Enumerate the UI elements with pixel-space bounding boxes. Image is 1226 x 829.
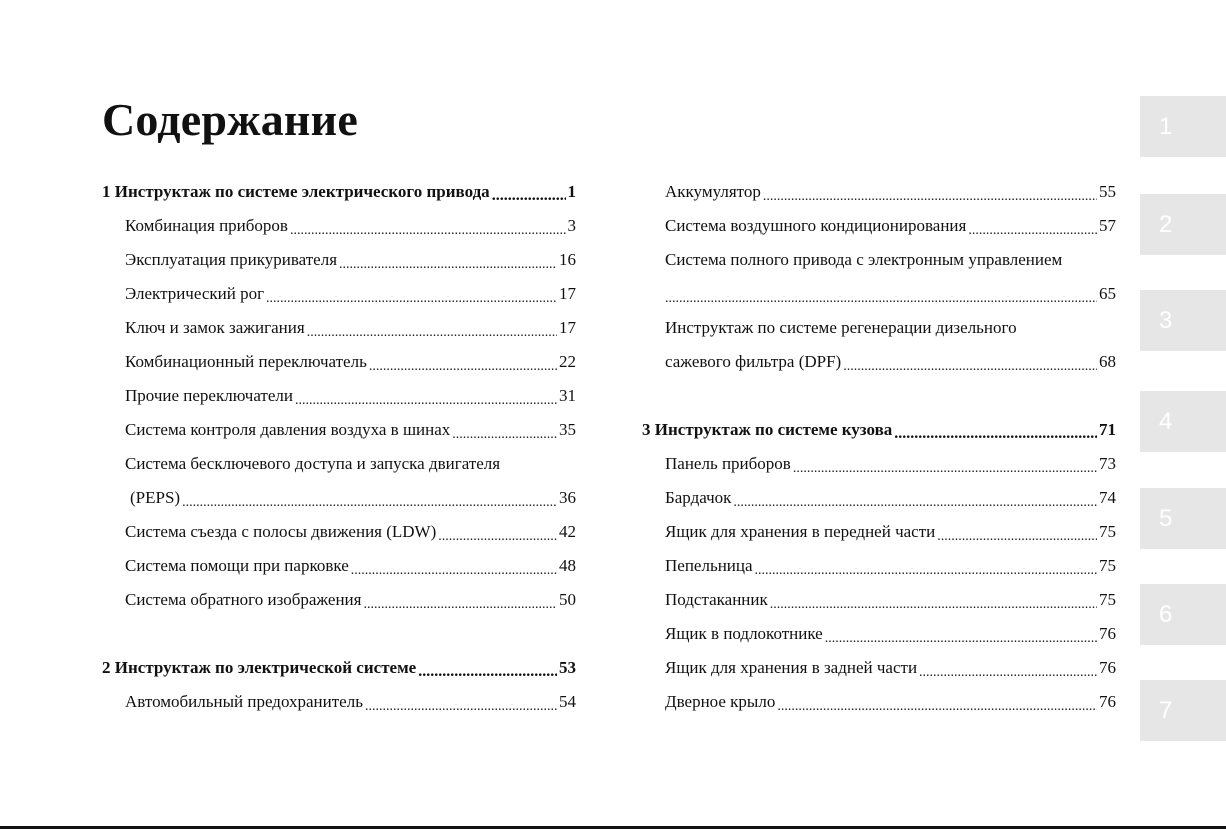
toc-page-number: 54 [559, 692, 576, 711]
toc-page-number: 53 [559, 658, 576, 677]
toc-entry-text: Комбинационный переключатель [125, 352, 367, 371]
dot-leader [307, 322, 557, 340]
toc-page-number: 68 [1099, 352, 1116, 371]
dot-leader [777, 696, 1097, 714]
toc-entry-text: Бардачок [665, 488, 732, 507]
dot-leader [452, 424, 557, 442]
toc-entry-text: Аккумулятор [665, 182, 761, 201]
toc-section-entry-line1[interactable] [102, 447, 576, 481]
toc-section-entry[interactable] [642, 345, 1116, 379]
toc-entry-text: Ключ и замок зажигания [125, 318, 305, 337]
chapter-tab-label: 7 [1159, 696, 1173, 724]
dot-leader [492, 186, 566, 204]
dot-leader [290, 220, 566, 238]
toc-page-number: 76 [1099, 658, 1116, 677]
toc-section-entry[interactable] [642, 447, 1116, 481]
toc-section-entry-line1[interactable] [642, 311, 1116, 345]
dot-leader [182, 492, 557, 510]
toc-entry-text: Эксплуатация прикуривателя [125, 250, 338, 269]
toc-section-entry[interactable] [102, 685, 576, 719]
toc-section-entry-line2[interactable] [642, 277, 1116, 311]
dot-leader [339, 254, 557, 272]
dot-leader [919, 662, 1097, 680]
toc-page-number: 17 [559, 318, 576, 337]
chapter-tab-1[interactable] [1140, 96, 1226, 157]
toc-page-number: 31 [559, 386, 576, 405]
dot-leader [418, 662, 557, 680]
dot-leader [755, 560, 1097, 578]
toc-entry-text: Электрический рог [125, 284, 265, 303]
chapter-tab-label: 6 [1159, 600, 1173, 628]
toc-entry-text: Дверное крыло [665, 692, 776, 711]
dot-leader [295, 390, 557, 408]
chapter-tab-6[interactable] [1140, 584, 1226, 645]
toc-entry-text: Система контроля давления воздуха в шинах [125, 420, 451, 439]
dot-leader [363, 594, 557, 612]
toc-section-entry[interactable] [102, 413, 576, 447]
toc-page-number: 17 [559, 284, 576, 303]
chapter-tab-7[interactable] [1140, 680, 1226, 741]
toc-entry-text: 3 Инструктаж по системе кузова [642, 420, 893, 439]
toc-page-number: 1 [567, 182, 576, 201]
dot-leader [365, 696, 557, 714]
toc-entry-text: Инструктаж по системе регенерации дизельного [665, 318, 1017, 337]
toc-section-entry[interactable] [102, 209, 576, 243]
toc-entry-text: 1 Инструктаж по системе электрического привода [102, 182, 490, 201]
toc-section-entry[interactable] [102, 549, 576, 583]
toc-section-entry[interactable] [642, 549, 1116, 583]
toc-page-number: 76 [1099, 624, 1116, 643]
toc-entry-text: сажевого фильтра (DPF) [665, 352, 842, 371]
toc-section-entry[interactable] [102, 515, 576, 549]
toc-page-number: 57 [1099, 216, 1116, 235]
dot-leader [894, 424, 1097, 442]
toc-chapter-entry[interactable] [642, 413, 1116, 447]
chapter-tab-label: 2 [1159, 210, 1173, 238]
toc-page-number: 48 [559, 556, 576, 575]
toc-section-entry[interactable] [642, 515, 1116, 549]
toc-section-entry[interactable] [642, 481, 1116, 515]
dot-leader [968, 220, 1097, 238]
dot-leader [351, 560, 557, 578]
dot-leader [937, 526, 1097, 544]
toc-entry-text: Ящик для хранения в передней части [665, 522, 936, 541]
toc-entry-text: Автомобильный предохранитель [125, 692, 363, 711]
chapter-tab-5[interactable] [1140, 488, 1226, 549]
toc-page-number: 35 [559, 420, 576, 439]
dot-leader [825, 628, 1097, 646]
dot-leader [665, 288, 1097, 306]
toc-column-right [642, 175, 1116, 719]
chapter-tab-label: 3 [1159, 306, 1173, 334]
toc-page-number: 42 [559, 522, 576, 541]
dot-leader [266, 288, 557, 306]
toc-section-entry[interactable] [102, 345, 576, 379]
dot-leader [369, 356, 557, 374]
toc-page-number: 3 [567, 216, 576, 235]
toc-page-number: 74 [1099, 488, 1116, 507]
toc-entry-text: Подстаканник [665, 590, 768, 609]
toc-section-entry[interactable] [102, 379, 576, 413]
toc-page-number: 76 [1099, 692, 1116, 711]
toc-section-entry[interactable] [642, 651, 1116, 685]
toc-page-number: 75 [1099, 590, 1116, 609]
toc-page-number: 55 [1099, 182, 1116, 201]
toc-page-number: 73 [1099, 454, 1116, 473]
chapter-tab-label: 4 [1159, 407, 1173, 435]
toc-section-entry[interactable] [642, 583, 1116, 617]
toc-page-number: 65 [1099, 284, 1116, 303]
toc-entry-text: (PEPS) [130, 488, 181, 507]
chapter-tab-2[interactable] [1140, 194, 1226, 255]
toc-page-number: 16 [559, 250, 576, 269]
dot-leader [843, 356, 1097, 374]
toc-entry-text: Система помощи при парковке [125, 556, 349, 575]
toc-section-entry[interactable] [642, 617, 1116, 651]
toc-section-entry[interactable] [642, 209, 1116, 243]
toc-entry-text: Система бесключевого доступа и запуска двигателя [125, 454, 501, 473]
dot-leader [763, 186, 1097, 204]
toc-entry-text: Прочие переключатели [125, 386, 293, 405]
toc-page-number: 71 [1099, 420, 1116, 439]
toc-entry-text: Панель приборов [665, 454, 791, 473]
toc-entry-text: Система полного привода с электронным управлением [665, 250, 1063, 269]
toc-section-entry[interactable] [642, 175, 1116, 209]
toc-page-number: 50 [559, 590, 576, 609]
toc-column-left [102, 175, 576, 719]
chapter-tab-4[interactable] [1140, 391, 1226, 452]
chapter-tab-label: 5 [1159, 504, 1173, 532]
toc-section-entry[interactable] [102, 243, 576, 277]
toc-page-number: 22 [559, 352, 576, 371]
toc-section-entry-line2[interactable] [102, 481, 576, 515]
dot-leader [733, 492, 1097, 510]
toc-section-entry[interactable] [102, 311, 576, 345]
toc-page-number: 36 [559, 488, 576, 507]
page-title: Содержание [102, 94, 358, 145]
toc-entry-text: Система съезда с полосы движения (LDW) [125, 522, 437, 541]
toc-section-entry[interactable] [102, 583, 576, 617]
toc-page-number: 75 [1099, 522, 1116, 541]
toc-section-entry[interactable] [642, 685, 1116, 719]
toc-entry-text: Система обратного изображения [125, 590, 362, 609]
toc-spacer [102, 617, 576, 651]
dot-leader [438, 526, 557, 544]
dot-leader [793, 458, 1097, 476]
toc-spacer [642, 379, 1116, 413]
toc-entry-text: Ящик в подлокотнике [665, 624, 823, 643]
toc-section-entry-line1[interactable] [642, 243, 1116, 277]
toc-page-number: 75 [1099, 556, 1116, 575]
chapter-tab-label: 1 [1159, 112, 1173, 140]
toc-chapter-entry[interactable] [102, 651, 576, 685]
toc-entry-text: Ящик для хранения в задней части [665, 658, 918, 677]
toc-entry-text: 2 Инструктаж по электрической системе [102, 658, 417, 677]
chapter-tab-3[interactable] [1140, 290, 1226, 351]
dot-leader [770, 594, 1097, 612]
toc-entry-text: Система воздушного кондиционирования [665, 216, 967, 235]
toc-chapter-entry[interactable] [102, 175, 576, 209]
toc-entry-text: Пепельница [665, 556, 753, 575]
toc-section-entry[interactable] [102, 277, 576, 311]
toc-entry-text: Комбинация приборов [125, 216, 288, 235]
